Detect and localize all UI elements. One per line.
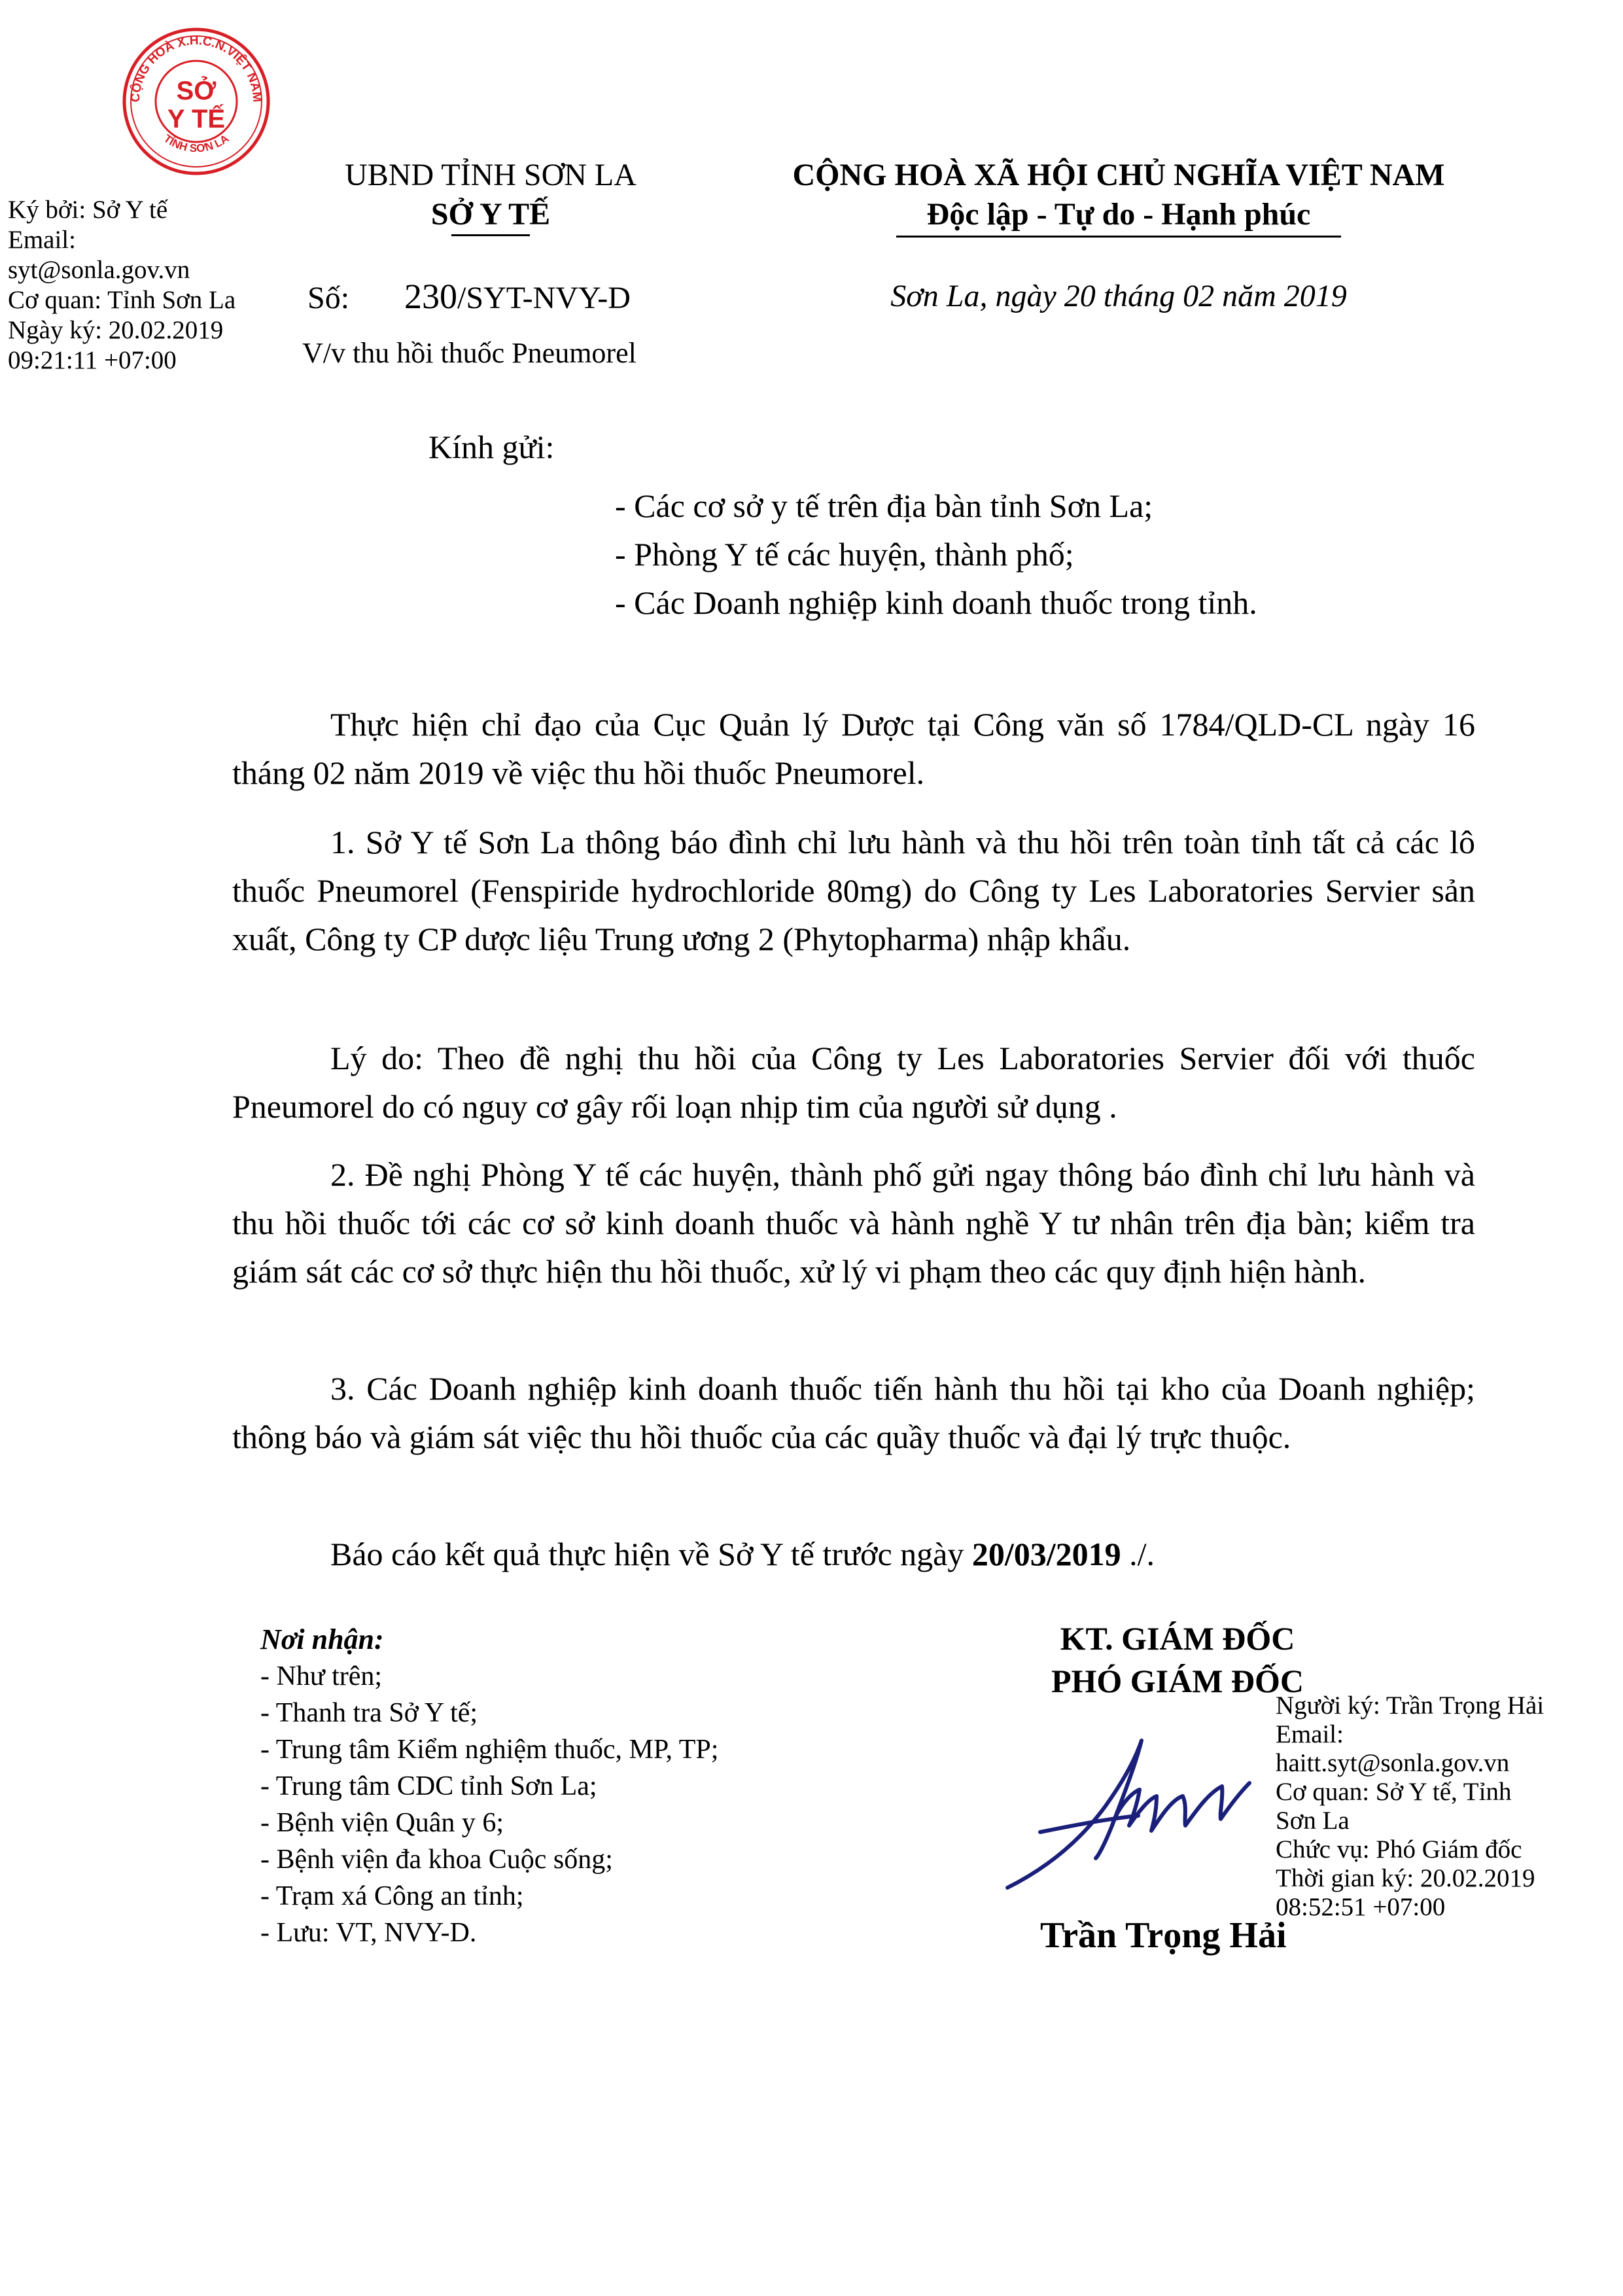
seal-bottom-text: TỈNH SƠN LA: [161, 132, 232, 155]
motto-underline: [896, 236, 1341, 238]
recipient-item: - Các cơ sở y tế trên địa bàn tỉnh Sơn La;: [615, 487, 1153, 524]
recipient-list: [615, 482, 1257, 627]
receiver-item: - Như trên;: [260, 1661, 383, 1691]
signer-position: Chức vụ: Phó Giám đốc: [1276, 1835, 1522, 1863]
seal-ring-text: CỘNG HOÀ X.H.C.N.VIỆT NAM: [128, 33, 264, 103]
deadline-text: Báo cáo kết quả thực hiện về Sở Y tế trước ngày: [330, 1536, 972, 1572]
receiver-item: - Bệnh viện Quân y 6;: [260, 1808, 504, 1838]
body-paragraph-1: Thực hiện chỉ đạo của Cục Quản lý Dược tại Công văn số 1784/QLD-CL ngày 16 tháng 02 năm 2019 về việc thu hồi thuốc Pneumorel.: [232, 706, 1475, 791]
body-paragraph-2: 1. Sở Y tế Sơn La thông báo đình chỉ lưu hành và thu hồi trên toàn tỉnh tất cả các lô thuốc Pneumorel (Fenspiride hydrochloride 80mg) do Công ty Les Laboratories Servier sản xuất, Công ty CP dược liệu Trung ương 2 (Phytopharma) nhập khẩu.: [232, 824, 1475, 957]
signed-by: Ký bởi: Sở Y tế: [8, 196, 168, 224]
signer-time: Thời gian ký: 20.02.2019: [1276, 1864, 1535, 1892]
number-value: 230: [404, 277, 458, 316]
receiver-item: - Thanh tra Sở Y tế;: [260, 1698, 478, 1728]
receiver-item: - Trung tâm Kiểm nghiệm thuốc, MP, TP;: [260, 1735, 719, 1765]
national-motto: Độc lập - Tự do - Hạnh phúc: [926, 197, 1311, 232]
salutation-label: Kính gửi:: [428, 429, 555, 465]
sign-time: 09:21:11 +07:00: [8, 346, 177, 374]
signer-agency-cont: Sơn La: [1276, 1807, 1350, 1835]
digital-signature-right: [1276, 1691, 1544, 1922]
recipient-item: - Phòng Y tế các huyện, thành phố;: [615, 536, 1074, 573]
dept-name: SỞ Y TẾ: [430, 197, 551, 232]
signer-agency: Cơ quan: Sở Y tế, Tỉnh: [1276, 1778, 1512, 1806]
org-name: UBND TỈNH SƠN LA: [345, 158, 637, 192]
body-paragraph-3: Lý do: Theo đề nghị thu hồi của Công ty Les Laboratories Servier đối với thuốc Pneumorel do có nguy cơ gây rối loạn nhịp tim của người sử dụng .: [232, 1040, 1475, 1125]
signer-time-cont: 08:52:51 +07:00: [1276, 1893, 1446, 1921]
seal-center-line1: SỞ: [176, 77, 217, 105]
receiver-item: - Lưu: VT, NVY-D.: [260, 1918, 477, 1948]
handwritten-signature: [1001, 1727, 1256, 1898]
receiver-item: - Trạm xá Công an tỉnh;: [260, 1881, 524, 1911]
email-label: Email:: [8, 226, 76, 254]
signer-name: Trần Trọng Hải: [1040, 1915, 1287, 1956]
signer-email: haitt.syt@sonla.gov.vn: [1276, 1749, 1510, 1777]
subject-line: V/v thu hồi thuốc Pneumorel: [302, 337, 637, 369]
signer-title-2: PHÓ GIÁM ĐỐC: [1051, 1663, 1304, 1699]
receiver-item: - Bệnh viện đa khoa Cuộc sống;: [260, 1845, 613, 1875]
email: syt@sonla.gov.vn: [8, 256, 190, 284]
number-label: Số:: [307, 281, 350, 315]
body-paragraph-6: [232, 1530, 1475, 1578]
nation-name: CỘNG HOÀ XÃ HỘI CHỦ NGHĨA VIỆT NAM: [792, 158, 1445, 192]
svg-text:TỈNH SƠN LA: [162, 132, 231, 155]
dept-underline: [451, 234, 530, 236]
digital-signature-left: [8, 195, 236, 376]
recipient-item: - Các Doanh nghiệp kinh doanh thuốc trong tỉnh.: [615, 584, 1257, 621]
signer-email-label: Email:: [1276, 1720, 1344, 1748]
agency: Cơ quan: Tỉnh Sơn La: [8, 286, 236, 314]
seal-center-line2: Y TẾ: [167, 105, 226, 133]
department-seal: [121, 26, 271, 177]
signer-signed-by: Người ký: Trần Trọng Hải: [1276, 1691, 1544, 1720]
sign-date: Ngày ký: 20.02.2019: [8, 316, 224, 344]
receiver-item: - Trung tâm CDC tỉnh Sơn La;: [260, 1771, 597, 1801]
place-date: Sơn La, ngày 20 tháng 02 năm 2019: [890, 279, 1347, 313]
body-paragraph-5: 3. Các Doanh nghiệp kinh doanh thuốc tiến hành thu hồi tại kho của Doanh nghiệp; thông báo và giám sát việc thu hồi thuốc của các quầy thuốc và đại lý trực thuộc.: [232, 1370, 1475, 1455]
body-paragraph-4: 2. Đề nghị Phòng Y tế các huyện, thành phố gửi ngay thông báo đình chỉ lưu hành và thu hồi thuốc tới các cơ sở kinh doanh thuốc và hành nghề Y tư nhân trên địa bàn; kiểm tra giám sát các cơ sở thực hiện thu hồi thuốc, xử lý vi phạm theo các quy định hiện hành.: [232, 1156, 1475, 1290]
number-suffix: /SYT-NVY-D: [457, 281, 631, 315]
document-number: [307, 277, 631, 318]
receivers-title: Nơi nhận:: [260, 1623, 384, 1655]
deadline-date: 20/03/2019: [971, 1536, 1121, 1572]
signer-title-1: KT. GIÁM ĐỐC: [1060, 1620, 1295, 1657]
deadline-end: ./.: [1121, 1536, 1155, 1572]
receivers-block: [260, 1621, 718, 1951]
